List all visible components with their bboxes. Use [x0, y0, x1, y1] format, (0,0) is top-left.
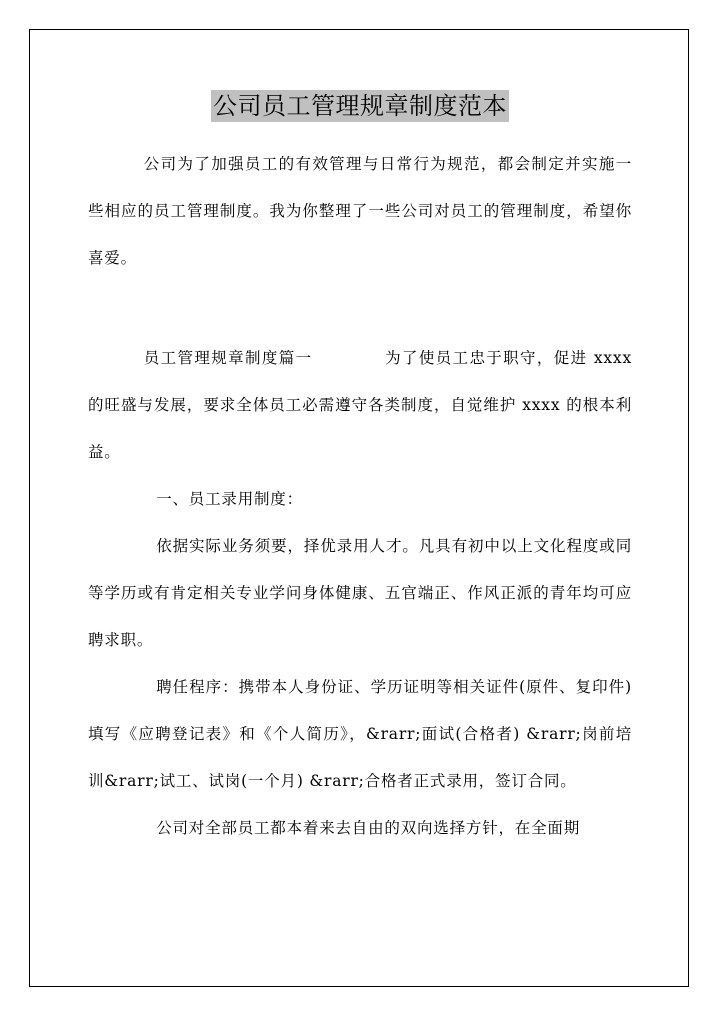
- intro-block: [88, 141, 632, 282]
- paragraph-two-way-choice: 公司对全部员工都本着来去自由的双向选择方针，在全面期: [156, 819, 580, 837]
- section1-heading: 员工管理规章制度篇一: [143, 349, 313, 367]
- subheading-recruitment: 一、员工录用制度：: [156, 490, 303, 508]
- title-wrapper: [0, 90, 720, 122]
- paragraph-hiring-procedure: 聘任程序：携带本人身份证、学历证明等相关证件(原件、复印件)填写《应聘登记表》和《个人简历》，&rarr;面试(合格者) &rarr;岗前培训&rarr;试工、试岗(一个月) &rarr;合格者正式录用，签订合同。: [88, 678, 632, 790]
- paragraph-recruitment-criteria: 依据实际业务须要，择优录用人才。凡具有初中以上文化程度或同等学历或有肯定相关专业学问身体健康、五官端正、作风正派的青年均可应聘求职。: [88, 537, 632, 649]
- section1-paragraph: [88, 335, 638, 476]
- section1-text: 为了使员工忠于职守，促进 xxxx 的旺盛与发展，要求全体员工必需遵守各类制度，自觉维护 xxxx 的根本利益。: [88, 349, 638, 461]
- intro-paragraph: 公司为了加强员工的有效管理与日常行为规范，都会制定并实施一些相应的员工管理制度。我为你整理了一些公司对员工的管理制度，希望你喜爱。: [88, 155, 632, 267]
- section1-block: [88, 335, 638, 852]
- document-title: 公司员工管理规章制度范本: [213, 92, 507, 120]
